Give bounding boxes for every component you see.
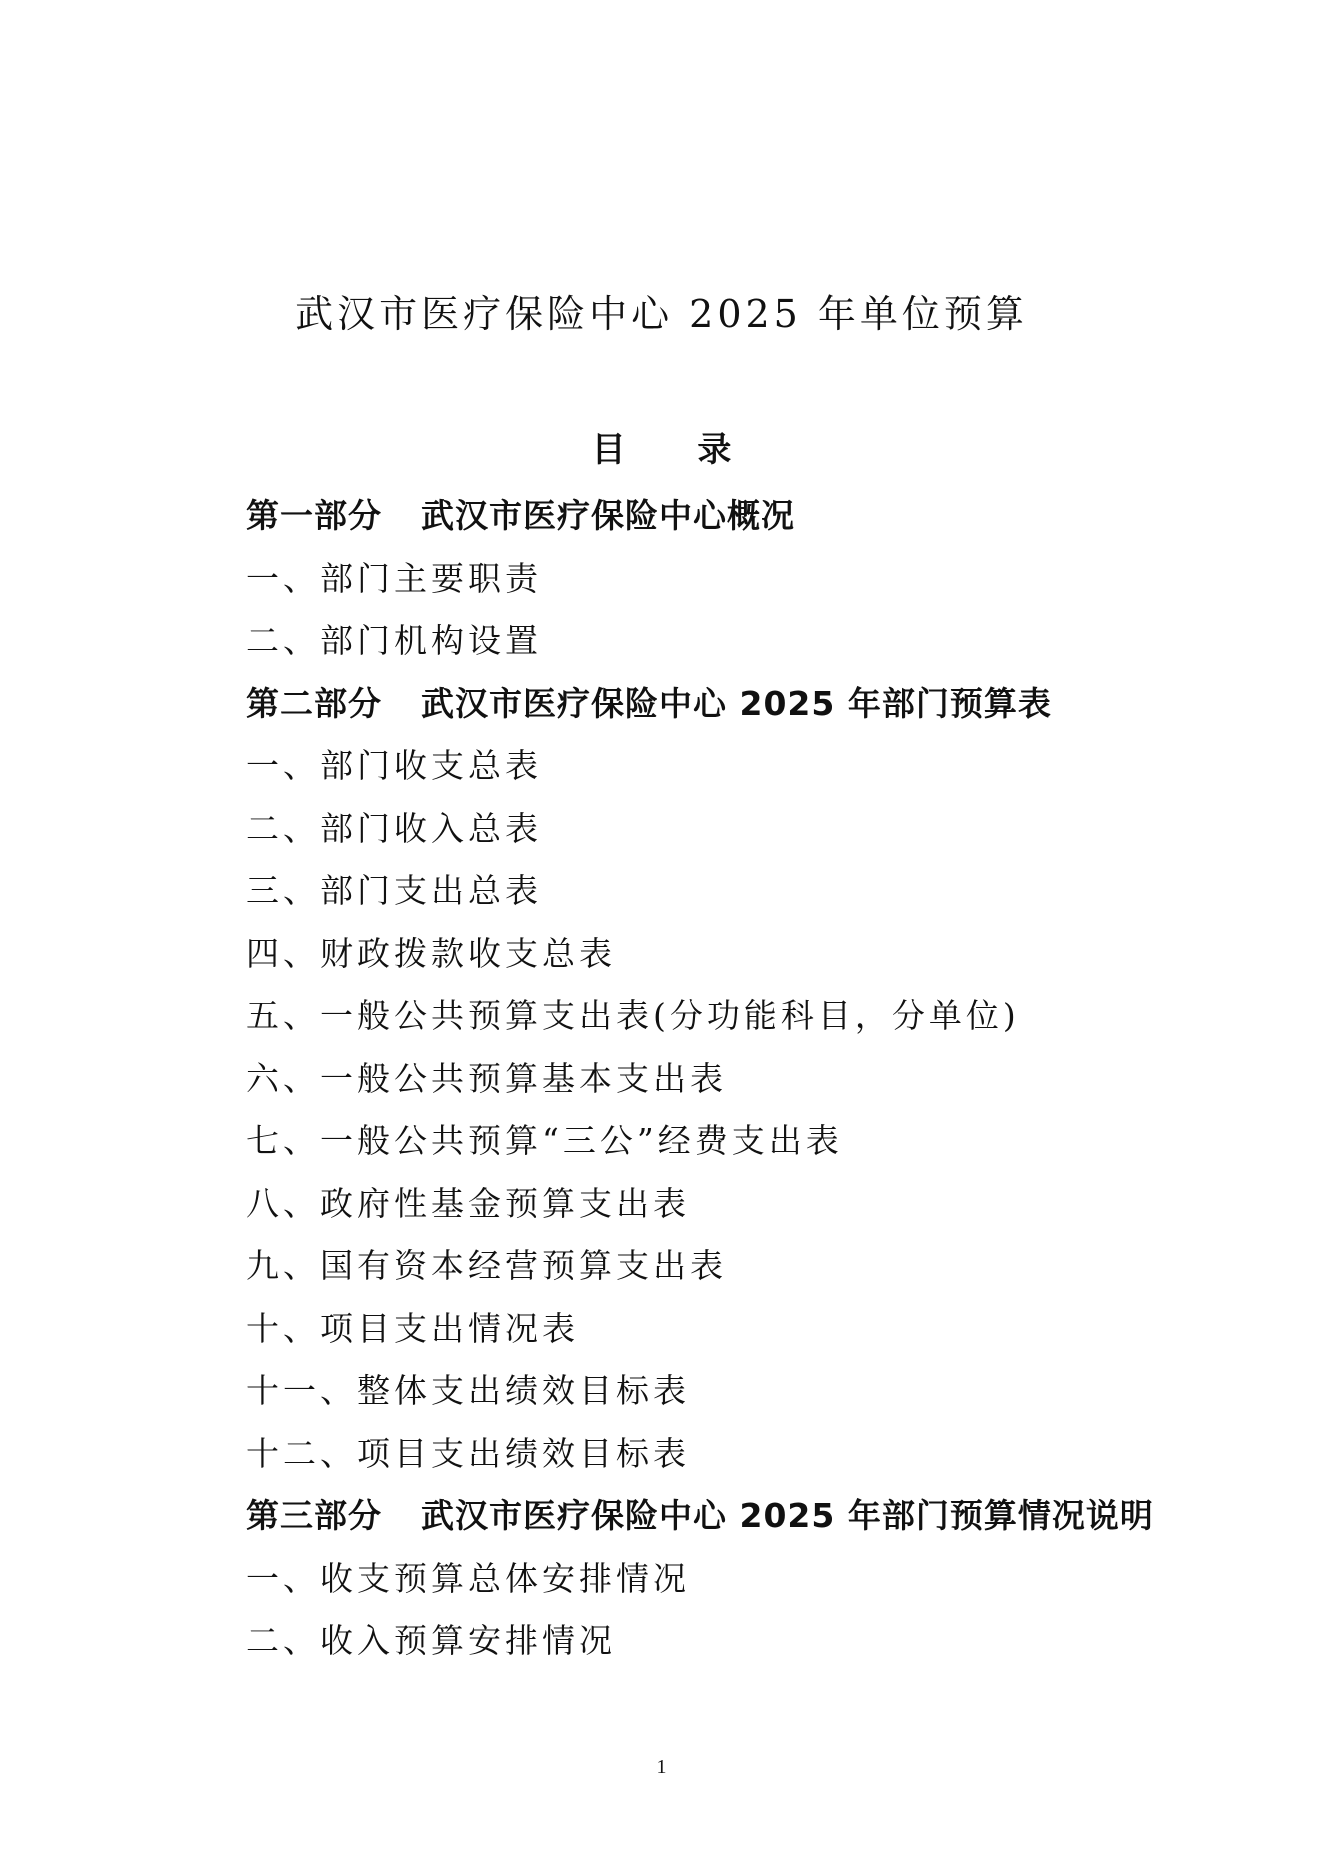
document-title: 武汉市医疗保险中心 2025 年单位预算	[295, 292, 1028, 336]
toc-item: 九、国有资本经营预算支出表	[246, 1246, 727, 1285]
toc-item: 五、一般公共预算支出表(分功能科目，分单位)	[246, 996, 1020, 1035]
toc-item: 十二、项目支出绩效目标表	[246, 1433, 690, 1473]
toc-part-1-title: 武汉市医疗保险中心概况	[421, 496, 795, 535]
toc-item: 二、部门机构设置	[246, 621, 542, 660]
table-of-contents	[246, 494, 1286, 1682]
toc-item: 六、一般公共预算基本支出表	[246, 1058, 727, 1098]
toc-item: 七、一般公共预算“三公”经费支出表	[246, 1121, 843, 1160]
toc-part-2-label: 第二部分	[246, 683, 382, 723]
page-number: 1	[656, 1756, 667, 1778]
toc-part-2-title: 武汉市医疗保险中心 2025 年部门预算表	[421, 683, 1052, 723]
toc-item: 三、部门支出总表	[246, 871, 542, 910]
toc-part-2	[246, 682, 1286, 745]
toc-item: 二、收入预算安排情况	[246, 1621, 616, 1660]
toc-item: 一、部门收支总表	[246, 746, 542, 785]
toc-heading: 目 录	[591, 430, 762, 470]
toc-part-1-label: 第一部分	[246, 496, 382, 535]
toc-item: 十、项目支出情况表	[246, 1308, 579, 1348]
toc-item: 四、财政拨款收支总表	[246, 933, 616, 973]
toc-item: 八、政府性基金预算支出表	[246, 1183, 690, 1223]
toc-item: 二、部门收入总表	[246, 808, 542, 848]
toc-item: 十一、整体支出绩效目标表	[246, 1371, 690, 1410]
toc-part-3-title: 武汉市医疗保险中心 2025 年部门预算情况说明	[421, 1496, 1154, 1535]
toc-item: 一、部门主要职责	[246, 558, 542, 598]
toc-part-1	[246, 494, 1286, 557]
toc-part-3	[246, 1494, 1286, 1557]
toc-item: 一、收支预算总体安排情况	[246, 1558, 690, 1598]
toc-part-3-label: 第三部分	[246, 1496, 382, 1535]
